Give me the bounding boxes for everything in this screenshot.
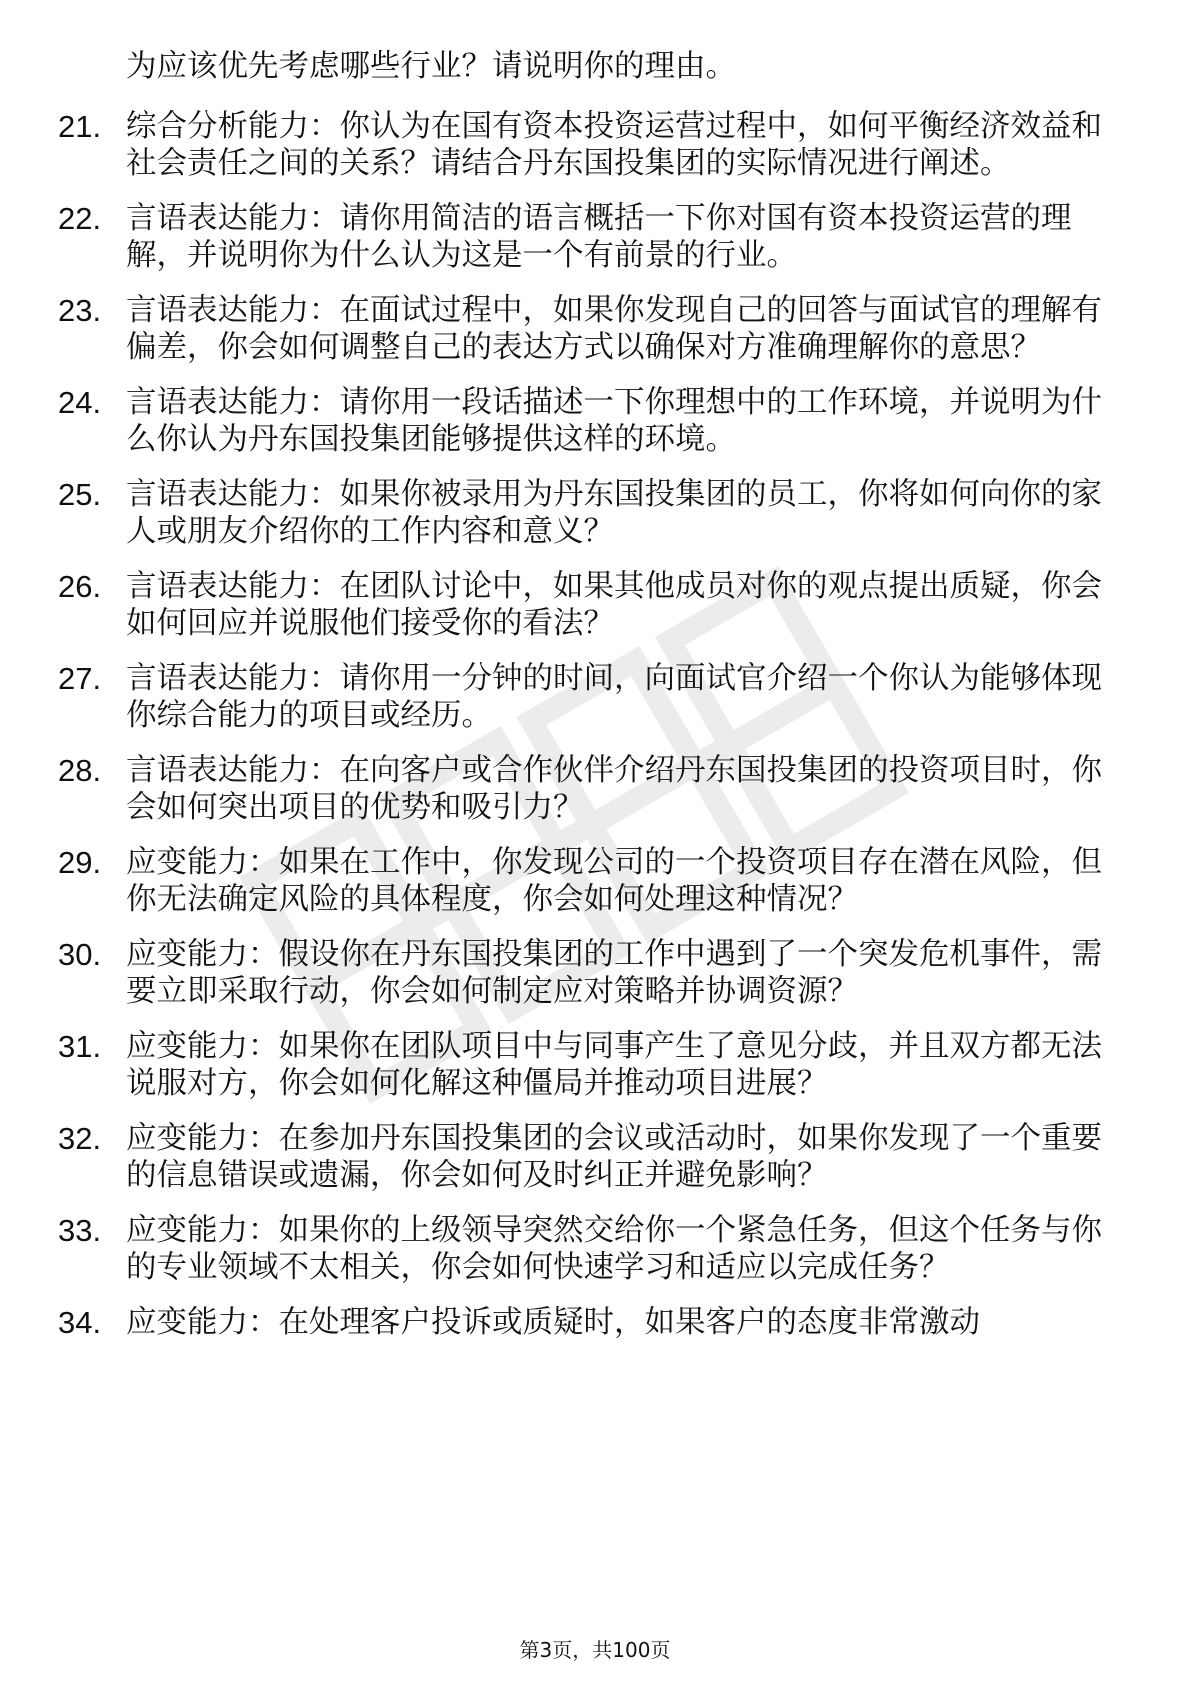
question-number: 22. <box>58 201 102 236</box>
question-number: 23. <box>58 293 102 328</box>
question-item <box>58 1304 1118 1341</box>
question-item <box>58 108 1118 182</box>
question-text: 应变能力：如果你的上级领导突然交给你一个紧急任务，但这个任务与你的专业领域不太相关，你会如何快速学习和适应以完成任务？ <box>126 1213 1102 1285</box>
question-text: 应变能力：在处理客户投诉或质疑时，如果客户的态度非常激动 <box>126 1305 980 1340</box>
page-number-label: 第3页，共100页 <box>519 1638 671 1662</box>
question-item <box>58 384 1118 458</box>
question-text: 应变能力：假设你在丹东国投集团的工作中遇到了一个突发危机事件，需要立即采取行动，你会如何制定应对策略并协调资源？ <box>126 937 1102 1009</box>
question-number: 34. <box>58 1305 102 1340</box>
question-number: 29. <box>58 845 102 880</box>
question-text: 言语表达能力：请你用简洁的语言概括一下你对国有资本投资运营的理解，并说明你为什么认为这是一个有前景的行业。 <box>126 201 1072 273</box>
question-text: 应变能力：在参加丹东国投集团的会议或活动时，如果你发现了一个重要的信息错误或遗漏，你会如何及时纠正并避免影响？ <box>126 1121 1102 1193</box>
question-item <box>58 292 1118 366</box>
question-item <box>58 476 1118 550</box>
question-number: 28. <box>58 753 102 788</box>
question-item <box>58 1120 1118 1194</box>
question-number: 30. <box>58 937 102 972</box>
question-item <box>58 200 1118 274</box>
question-number: 26. <box>58 569 102 604</box>
question-text: 言语表达能力：在团队讨论中，如果其他成员对你的观点提出质疑，你会如何回应并说服他们接受你的看法？ <box>126 569 1102 641</box>
question-text: 应变能力：如果在工作中，你发现公司的一个投资项目存在潜在风险，但你无法确定风险的具体程度，你会如何处理这种情况？ <box>126 845 1102 917</box>
page-footer <box>0 1638 1190 1662</box>
question-item <box>58 1028 1118 1102</box>
question-item <box>58 660 1118 734</box>
question-list <box>58 108 1118 1359</box>
question-item <box>58 936 1118 1010</box>
question-item <box>58 752 1118 826</box>
question-number: 31. <box>58 1029 102 1064</box>
question-number: 32. <box>58 1121 102 1156</box>
question-number: 27. <box>58 661 102 696</box>
question-item <box>58 1212 1118 1286</box>
question-text: 言语表达能力：请你用一分钟的时间，向面试官介绍一个你认为能够体现你综合能力的项目或经历。 <box>126 661 1102 733</box>
question-number: 24. <box>58 385 102 420</box>
question-number: 25. <box>58 477 102 512</box>
question-text: 言语表达能力：如果你被录用为丹东国投集团的员工，你将如何向你的家人或朋友介绍你的工作内容和意义？ <box>126 477 1102 549</box>
question-text: 言语表达能力：在向客户或合作伙伴介绍丹东国投集团的投资项目时，你会如何突出项目的优势和吸引力？ <box>126 753 1102 825</box>
question-number: 33. <box>58 1213 102 1248</box>
continuation-text: 为应该优先考虑哪些行业？请说明你的理由。 <box>126 49 736 84</box>
question-text: 言语表达能力：在面试过程中，如果你发现自己的回答与面试官的理解有偏差，你会如何调整自己的表达方式以确保对方准确理解你的意思？ <box>126 293 1102 365</box>
question-number: 21. <box>58 109 102 144</box>
question-text: 应变能力：如果你在团队项目中与同事产生了意见分歧，并且双方都无法说服对方，你会如何化解这种僵局并推动项目进展？ <box>126 1029 1102 1101</box>
question-item <box>58 844 1118 918</box>
question-item <box>58 568 1118 642</box>
question-text: 综合分析能力：你认为在国有资本投资运营过程中，如何平衡经济效益和社会责任之间的关系？请结合丹东国投集团的实际情况进行阐述。 <box>126 109 1102 181</box>
question-text: 言语表达能力：请你用一段话描述一下你理想中的工作环境，并说明为什么你认为丹东国投集团能够提供这样的环境。 <box>126 385 1102 457</box>
